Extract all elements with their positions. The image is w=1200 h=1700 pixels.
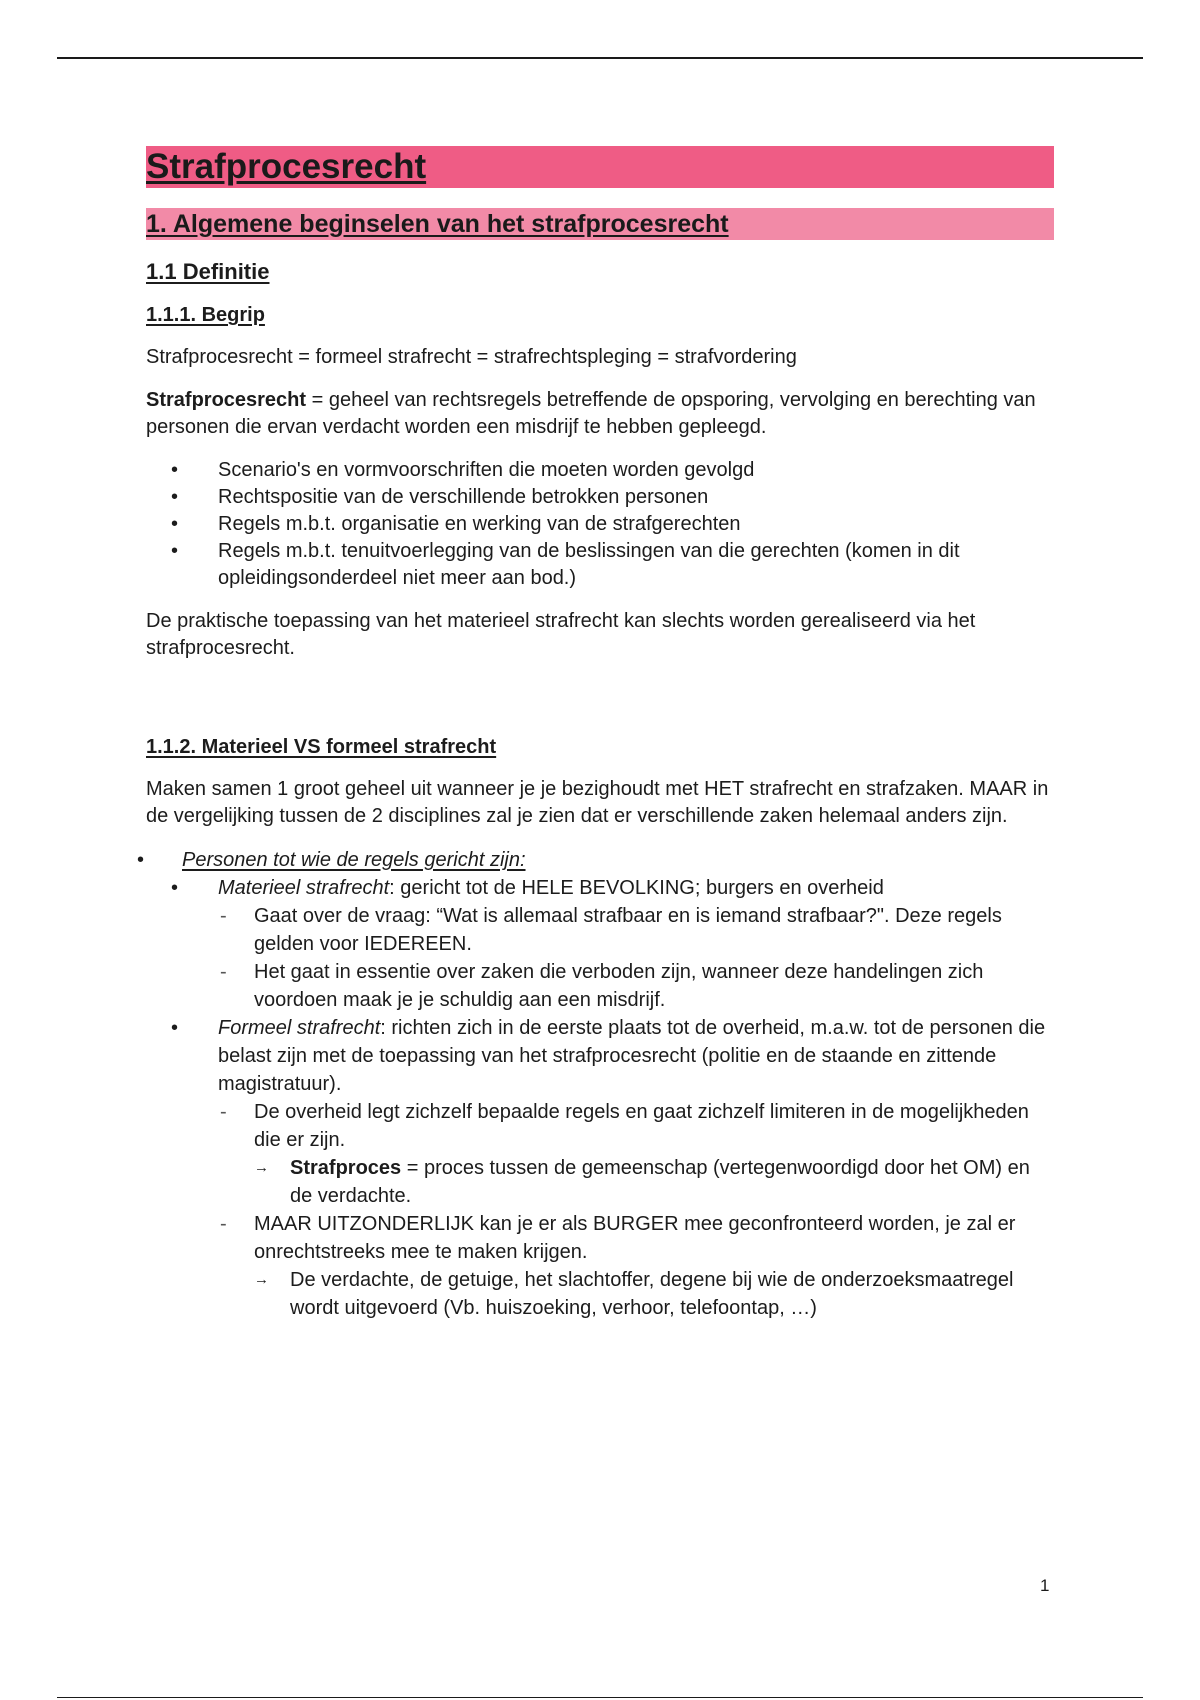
strafproces-term: Strafproces [290,1157,402,1179]
outline-item-question: - Gaat over de vraag: “Wat is allemaal strafbaar en is iemand strafbaar?". Deze regels gelden voor IEDEREEN. [146,902,1054,958]
page-number: 1 [1040,1576,1050,1595]
formeel-term: Formeel strafrecht [218,1017,381,1039]
paragraph-equivalents: Strafprocesrecht = formeel strafrecht = strafrechtspleging = strafvordering [146,346,797,368]
outline-persons-label: Personen tot wie de regels gericht zijn: [182,849,526,871]
definition-text: = geheel van rechtsregels betreffende de opsporing, vervolging en berechting van personen die ervan verdacht worden een misdrijf te hebben gepleegd. [146,389,1036,438]
outline-item-overheid: - De overheid legt zichzelf bepaalde regels en gaat zichzelf limiteren in de mogelijkheden die er zijn. [146,1098,1054,1154]
page-content [146,146,1054,1322]
outline-item-verdachte: → De verdachte, de getuige, het slachtoffer, degene bij wie de onderzoeksmaatregel wordt uitgevoerd (Vb. huiszoeking, verhoor, telefoontap, …) [146,1266,1054,1322]
bullet-list [146,457,1054,592]
document-title: Strafprocesrecht [146,147,427,186]
subsection-heading-begrip: 1.1.1. Begrip [146,304,265,326]
outline-item-materieel [146,874,1054,902]
outline-item-strafproces [146,1154,1054,1210]
paragraph-together: Maken samen 1 groot geheel uit wanneer je je bezighoudt met HET strafrecht en strafzaken. MAAR in de vergelijking tussen de 2 disciplines zal je zien dat er verschillende zaken helemaal anders zijn. [146,778,1049,827]
list-item: • Rechtspositie van de verschillende betrokken personen [146,484,1054,511]
materieel-term: Materieel strafrecht [218,877,390,899]
paragraph-definition [146,387,1054,441]
list-item: • Regels m.b.t. tenuitvoerlegging van de beslissingen van die gerechten (komen in dit opleidingsonderdeel niet meer aan bod.) [146,538,1054,592]
outline-item-burger: - MAAR UITZONDERLIJK kan je er als BURGER mee geconfronteerd worden, je zal er onrechtstreeks mee te maken krijgen. [146,1210,1054,1266]
subsection-heading-materieel-formeel: 1.1.2. Materieel VS formeel strafrecht [146,736,497,758]
footer-rule [57,1697,1143,1698]
strafproces-text: = proces tussen de gemeenschap (vertegenwoordigd door het OM) en de verdachte. [290,1157,1030,1207]
spacer [146,678,1054,734]
document-title-band [146,146,1054,188]
outline-list [146,846,1054,1322]
outline-item-essence: - Het gaat in essentie over zaken die verboden zijn, wanneer deze handelingen zich voordoen maak je je schuldig aan een misdrijf. [146,958,1054,1014]
header-rule [57,57,1143,59]
materieel-text: : gericht tot de HELE BEVOLKING; burgers en overheid [389,877,884,899]
section-heading: 1.1 Definitie [146,259,270,284]
formeel-text: : richten zich in de eerste plaats tot de overheid, m.a.w. tot de personen die belast zijn met de toepassing van het strafprocesrecht (politie en de staande en zittende magistratuur). [218,1017,1046,1095]
chapter-heading: 1. Algemene beginselen van het strafprocesrecht [146,210,729,238]
chapter-heading-band [146,208,1054,240]
definition-term: Strafprocesrecht [146,389,307,411]
paragraph-practical: De praktische toepassing van het materieel strafrecht kan slechts worden gerealiseerd via het strafprocesrecht. [146,610,976,659]
outline-item-persons [146,846,1054,874]
list-item: • Scenario's en vormvoorschriften die moeten worden gevolgd [146,457,1054,484]
list-item: • Regels m.b.t. organisatie en werking van de strafgerechten [146,511,1054,538]
outline-item-formeel [146,1014,1054,1098]
